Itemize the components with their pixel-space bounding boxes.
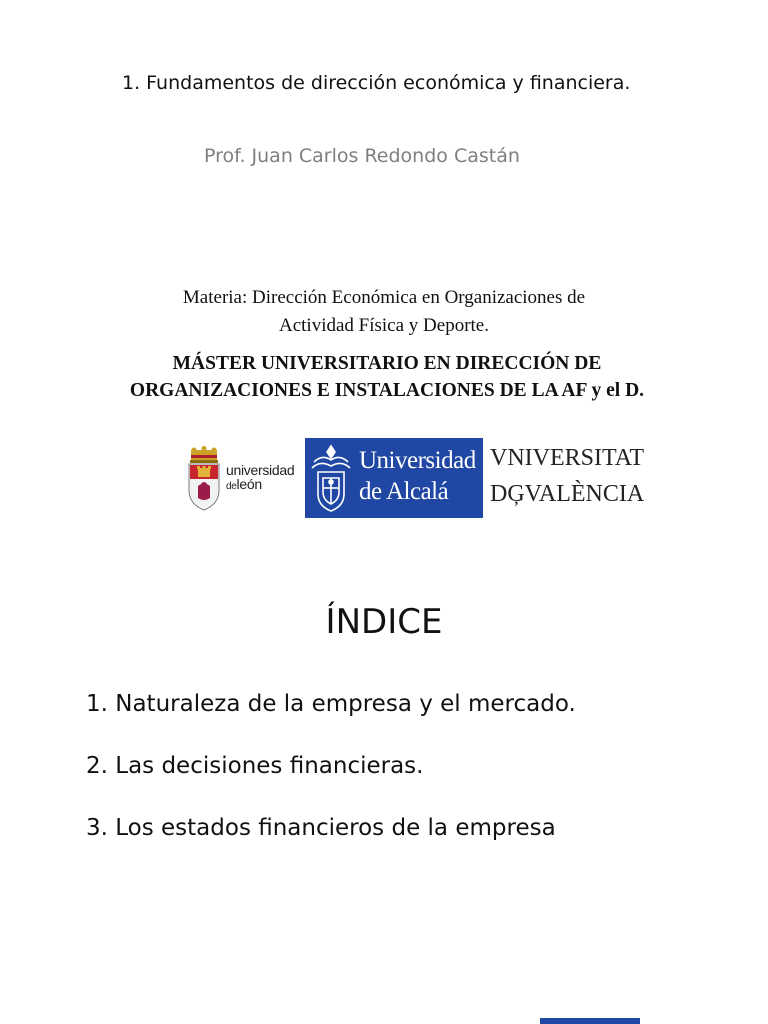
professor-name: Prof. Juan Carlos Redondo Castán: [204, 145, 520, 167]
universidad-leon-city: león: [236, 476, 262, 492]
universidad-leon-wordmark: [226, 463, 294, 494]
slide-title: 1. Fundamentos de dirección económica y financiera.: [122, 72, 631, 94]
universitat-valencia-line-1: VNIVERSITAT: [490, 445, 645, 471]
master-program-title: [0, 350, 768, 404]
course-subject: [0, 284, 768, 340]
universidad-leon-de: de: [226, 481, 237, 492]
universidad-alcala-logo: [305, 438, 483, 518]
universidad-alcala-line-2: de Alcalá: [359, 478, 449, 505]
index-list: [86, 688, 576, 874]
next-page-logo-fragment: [540, 1018, 640, 1024]
index-item-2: 2. Las decisiones financieras.: [86, 753, 424, 779]
universitat-valencia-line-2: DĢVALÈNCIA: [490, 481, 645, 507]
universidad-alcala-wordmark: [359, 445, 476, 507]
master-program-line-2: ORGANIZACIONES E INSTALACIONES DE LA AF y el D.: [129, 380, 645, 401]
master-program-line-1: MÁSTER UNIVERSITARIO EN DIRECCIÓN DE: [172, 353, 602, 374]
index-item-1: 1. Naturaleza de la empresa y el mercado.: [86, 691, 576, 717]
universidad-alcala-line-1: Universidad: [359, 447, 476, 474]
universidad-leon-line-2: [226, 477, 294, 494]
alcala-crest-icon: [308, 442, 354, 514]
index-heading: ÍNDICE: [325, 602, 443, 642]
course-subject-line-1: Materia: Dirección Económica en Organizaciones de: [182, 287, 586, 308]
coat-of-arms-icon: [186, 446, 222, 512]
universidad-leon-line-1: universidad: [226, 462, 295, 478]
course-subject-line-2: Actividad Física y Deporte.: [278, 315, 489, 336]
universitat-valencia-logo: [490, 444, 645, 516]
index-item-3: 3. Los estados financieros de la empresa: [86, 815, 556, 841]
universidad-leon-logo: [186, 446, 302, 512]
